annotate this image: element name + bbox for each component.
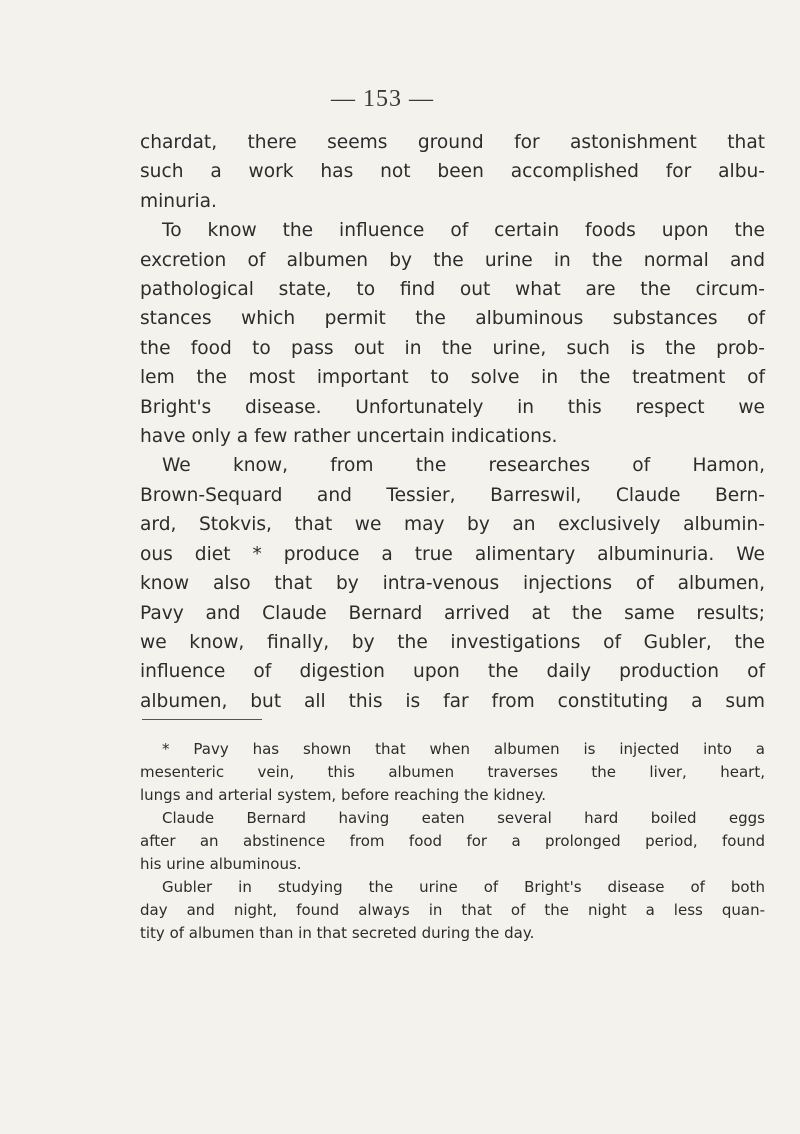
- footnote-line: Gubler in studying the urine of Bright's disease of both: [162, 878, 765, 896]
- text-line: ous diet * produce a true alimentary albuminuria. We: [140, 543, 765, 565]
- footnote-line: tity of albumen than in that secreted during the day.: [140, 924, 535, 942]
- paragraph-1: [140, 128, 765, 216]
- text-line: ard, Stokvis, that we may by an exclusively albumin-: [140, 514, 765, 536]
- footnote-divider: [142, 719, 262, 720]
- footnote-line: day and night, found always in that of the night a less quan-: [140, 901, 765, 919]
- text-line: chardat, there seems ground for astonishment that: [140, 132, 765, 153]
- footnote-3: [140, 876, 765, 945]
- text-line: influence of digestion upon the daily production of: [140, 661, 765, 683]
- text-line: such a work has not been accomplished for albu-: [140, 161, 765, 183]
- footnotes: [140, 738, 765, 945]
- text-line: know also that by intra-venous injections of albumen,: [140, 573, 765, 595]
- text-line: pathological state, to find out what are the circum-: [140, 279, 765, 301]
- main-text: [140, 128, 765, 716]
- footnote-line: after an abstinence from food for a prolonged period, found: [140, 832, 765, 850]
- text-line: have only a few rather uncertain indications.: [140, 426, 558, 448]
- paragraph-2: [140, 216, 765, 451]
- footnote-line: * Pavy has shown that when albumen is injected into a: [162, 740, 765, 758]
- text-line: We know, from the researches of Hamon,: [162, 455, 765, 477]
- paragraph-3: [140, 451, 765, 716]
- text-line: we know, finally, by the investigations of Gubler, the: [140, 631, 765, 653]
- text-line: Pavy and Claude Bernard arrived at the same results;: [140, 602, 765, 624]
- text-line: To know the influence of certain foods upon the: [162, 220, 765, 242]
- text-line: lem the most important to solve in the treatment of: [140, 367, 765, 389]
- footnote-line: Claude Bernard having eaten several hard boiled eggs: [162, 809, 765, 827]
- page-number: — 153 —: [331, 86, 434, 112]
- footnote-2: [140, 807, 765, 876]
- text-line: Bright's disease. Unfortunately in this respect we: [140, 396, 765, 418]
- footnote-line: his urine albuminous.: [140, 855, 302, 873]
- text-line: albumen, but all this is far from constituting a sum: [140, 690, 765, 712]
- text-line: excretion of albumen by the urine in the normal and: [140, 249, 765, 271]
- footnote-line: lungs and arterial system, before reaching the kidney.: [140, 786, 546, 804]
- footnote-line: mesenteric vein, this albumen traverses the liver, heart,: [140, 763, 765, 781]
- text-line: the food to pass out in the urine, such is the prob-: [140, 337, 765, 359]
- text-line: Brown-Sequard and Tessier, Barreswil, Claude Bern-: [140, 484, 765, 506]
- text-line: minuria.: [140, 190, 217, 212]
- footnote-1: [140, 738, 765, 807]
- text-line: stances which permit the albuminous substances of: [140, 308, 765, 330]
